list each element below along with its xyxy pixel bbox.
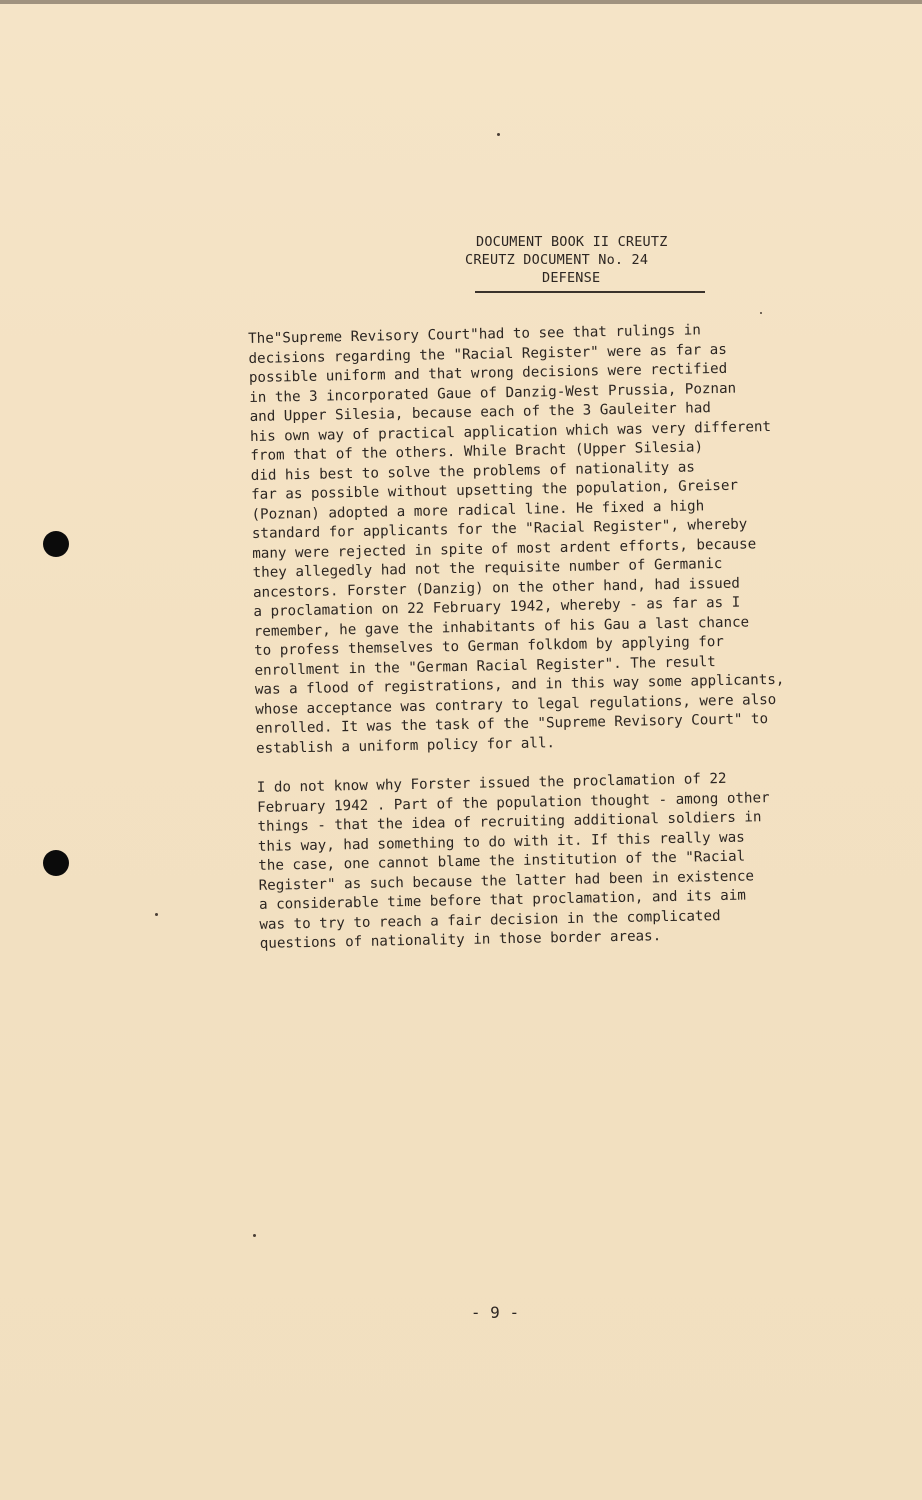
- header-document-number: CREUTZ DOCUMENT No. 24: [465, 252, 649, 268]
- document-body: [248, 318, 870, 954]
- punch-hole-bottom: [43, 850, 69, 876]
- header-defense-label: DEFENSE: [542, 270, 601, 286]
- punch-hole-top: [43, 531, 69, 557]
- document-header: [460, 233, 720, 287]
- body-paragraph-2: I do not know why Forster issued the proclamation of 22 February 1942 . Part of the population thought - among other things - that the idea of recruiting additional soldiers in this way, had something to do with it. If this really was the case, one cannot blame the institution of the "Racial Register" as such because the latter had been in existence a considerable time before that proclamation, and its aim was to try to reach a fair decision in the complicated questions of nationality in those border areas.: [256, 770, 770, 952]
- page-top-edge: [0, 0, 922, 4]
- header-underline: [475, 291, 705, 293]
- paper-speck: [497, 133, 500, 136]
- paper-speck: [155, 913, 158, 916]
- body-paragraph-1: The"Supreme Revisory Court"had to see that rulings in decisions regarding the "Racial Register" were as far as possible uniform and that wrong decisions were rectified in the 3 incorporated Gaue of Danzig-West Prussia, Poznan and Upper Silesia, because each of the 3 Gauleiter had his own way of practical application which was very different from that of the others. While Bracht (Upper Silesia) did his best to solve the problems of nationality as far as possible without upsetting the population, Greiser (Poznan) adopted a more radical line. He fixed a high standard for applicants for the "Racial Register", whereby many were rejected in spite of most ardent efforts, because they allegedly had not the requisite number of Germanic ancestors. Forster (Danzig) on the other hand, had issued a proclamation on 22 February 1942, whereby - as far as I remember, he gave the inhabitants of his Gau a last chance to profess themselves to German folkdom by applying for enrollment in the "German Racial Register". The result was a flood of registrations, and in this way some applicants, whose acceptance was contrary to legal regulations, were also enrolled. It was the task of the "Supreme Revisory Court" to establish a uniform policy for all.: [248, 322, 785, 757]
- header-book-line: DOCUMENT BOOK II CREUTZ: [476, 234, 668, 250]
- page-number: - 9 -: [470, 1303, 520, 1322]
- paper-speck: [253, 1234, 256, 1237]
- paper-speck: [760, 312, 762, 314]
